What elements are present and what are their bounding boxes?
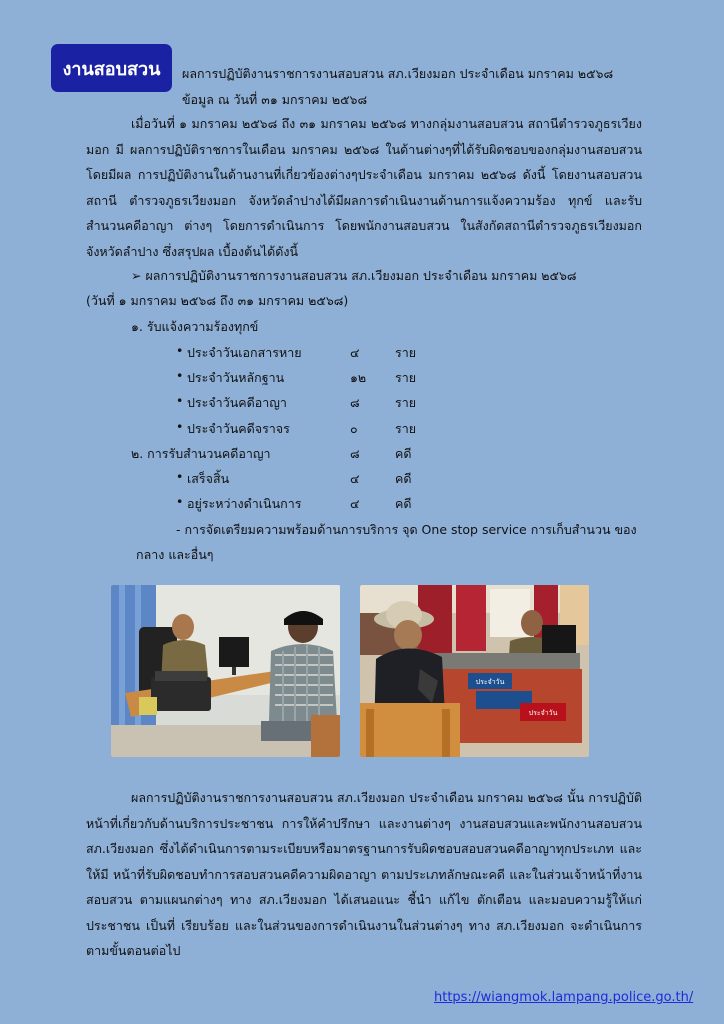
item-count: ๘	[350, 395, 360, 410]
conclusion-paragraph: ผลการปฏิบัติงานราชการงานสอบสวน สภ.เวียงมอก ประจำเดือน มกราคม ๒๕๖๘ นั้น การปฏิบัติ หน้าที่เกี่ยวกับด้านบริการประชาชน การให้คำปรึกษา และงานต่างๆ งานสอบสวนและพนักงานสอบสวน สภ.เวียงมอก ซึ่งได้ดำเนินการตามระเบียบหรือมาตรฐานการรับผิดชอบสอบสวนคดีอาญาทุกประเภท และให้มี หน้าที่รับผิดชอบทำการสอบสวนคดีความผิดอาญา ตามประเภทลักษณะคดี และในส่วนเจ้าหน้าที่งานสอบสวน ตามแผนกต่างๆ ทาง สภ.เวียงมอก ได้เสนอแนะ ชี้นำ แก้ไข ตักเตือน และมอบความรู้ให้แก่ประชาชน เป็นที่ เรียบร้อย และในส่วนของการดำเนินงานในส่วนต่างๆ ทาง สภ.เวียงมอก จะดำเนินการตามขั้นตอนต่อไป	[86, 790, 642, 958]
photo-one-stop-service-counter	[360, 585, 589, 757]
service-note-line2: กลาง และอื่นๆ	[136, 547, 214, 562]
item-count: ๔	[350, 345, 360, 360]
photo-one-stop-service-counter-image	[360, 585, 589, 757]
photo-officer-service-desk	[111, 585, 340, 757]
intro-paragraph: เมื่อวันที่ ๑ มกราคม ๒๕๖๘ ถึง ๓๑ มกราคม ๒๕๖๘ ทางกลุ่มงานสอบสวน สถานีตำรวจภูธรเวียงมอก มี ผลการปฏิบัติราชการในเดือน มกราคม ๒๕๖๘ ในด้านต่างๆที่ได้รับผิดชอบของกลุ่มงานสอบสวน โดยมีผล การปฏิบัติงานในด้านงานที่เกี่ยวข้องต่างๆประจำเดือน มกราคม ๒๕๖๘ ดังนี้ โดยงานสอบสวนสถานี ตำรวจภูธรเวียงมอก จังหวัดลำปางได้มีผลการดำเนินงานด้านการแจ้งความร้อง ทุกข์ และรับสำนวนคดีอาญา ต่างๆ โดยการดำเนินการ โดยพนักงานสอบสวน ในสังกัดสถานีตำรวจภูธรเวียงมอก จังหวัดลำปาง ซึ่งสรุปผล เบื้องต้นได้ดังนี้	[86, 116, 642, 259]
item-unit: ราย	[395, 370, 417, 385]
cases-unit: คดี	[395, 446, 412, 461]
item-count: ๐	[350, 421, 358, 436]
counter-sign-2: ประจำวัน	[528, 709, 558, 717]
item-count: ๔	[350, 496, 360, 511]
website-link[interactable]: https://wiangmok.lampang.police.go.th/	[434, 990, 694, 1005]
bullet-icon: •	[176, 419, 184, 434]
service-note-line1: - การจัดเตรียมความพร้อมด้านการบริการ จุด One stop service การเก็บสำนวน ของ	[176, 522, 637, 537]
bullet-icon: •	[176, 393, 184, 408]
report-title: ผลการปฏิบัติงานราชการงานสอบสวน สภ.เวียงมอก ประจำเดือน มกราคม ๒๕๖๘	[182, 66, 614, 81]
summary-heading: ➢ ผลการปฏิบัติงานราชการงานสอบสวน สภ.เวียงมอก ประจำเดือน มกราคม ๒๕๖๘	[131, 268, 577, 283]
item-label: ประจำวันเอกสารหาย	[187, 345, 302, 360]
cases-heading: ๒. การรับสำนวนคดีอาญา	[131, 446, 271, 461]
cases-count: ๘	[350, 446, 360, 461]
report-date: ข้อมูล ณ วันที่ ๓๑ มกราคม ๒๕๖๘	[182, 92, 368, 107]
item-count: ๑๒	[350, 370, 367, 385]
bullet-icon: •	[176, 469, 184, 484]
item-unit: คดี	[395, 496, 412, 511]
bullet-icon: •	[176, 368, 184, 383]
item-label: เสร็จสิ้น	[187, 471, 230, 486]
item-unit: ราย	[395, 395, 417, 410]
item-unit: คดี	[395, 471, 412, 486]
item-unit: ราย	[395, 421, 417, 436]
section-badge: งานสอบสวน	[51, 44, 172, 92]
item-label: ประจำวันหลักฐาน	[187, 370, 285, 385]
item-label: ประจำวันคดีอาญา	[187, 395, 287, 410]
complaints-heading: ๑. รับแจ้งความร้องทุกข์	[131, 319, 259, 334]
summary-period: (วันที่ ๑ มกราคม ๒๕๖๘ ถึง ๓๑ มกราคม ๒๕๖๘)	[86, 293, 349, 308]
item-count: ๔	[350, 471, 360, 486]
counter-sign-1: ประจำวัน	[475, 678, 505, 686]
photo-officer-service-desk-image	[111, 585, 340, 757]
item-label: ประจำวันคดีจราจร	[187, 421, 290, 436]
bullet-icon: •	[176, 343, 184, 358]
item-label: อยู่ระหว่างดำเนินการ	[187, 496, 302, 511]
bullet-icon: •	[176, 494, 184, 509]
item-unit: ราย	[395, 345, 417, 360]
